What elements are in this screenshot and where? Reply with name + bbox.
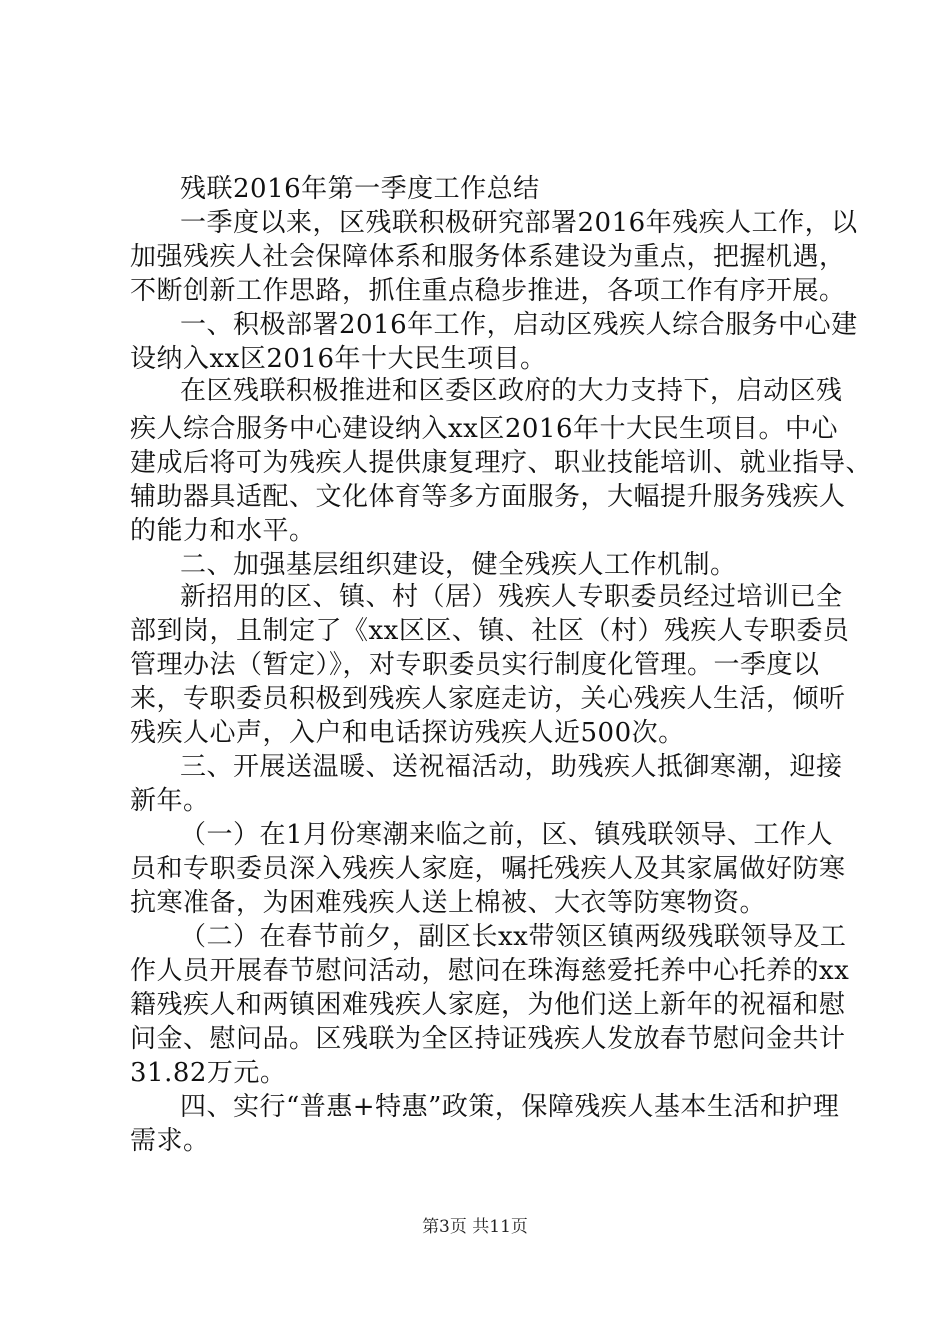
section-heading: 四、实行“普惠+特惠”政策，保障残疾人基本生活和护理 (180, 1092, 840, 1122)
body-line: 问金、慰问品。区残联为全区持证残疾人发放春节慰问金共计 (130, 1024, 846, 1054)
body-line: 作人员开展春节慰问活动，慰问在珠海慈爱托养中心托养的xx (130, 956, 850, 986)
body-line: 一季度以来，区残联积极研究部署2016年残疾人工作，以 (180, 208, 858, 238)
document-title: 残联2016年第一季度工作总结 (180, 174, 540, 204)
body-line: 新招用的区、镇、村（居）残疾人专职委员经过培训已全 (180, 582, 843, 612)
section-heading: 设纳入xx区2016年十大民生项目。 (130, 344, 547, 374)
body-line: 在区残联积极推进和区委区政府的大力支持下，启动区残 (180, 376, 843, 406)
body-line: 部到岗，且制定了《xx区区、镇、社区（村）残疾人专职委员 (130, 616, 850, 646)
body-line: 建成后将可为残疾人提供康复理疗、职业技能培训、就业指导、 (130, 448, 873, 478)
section-heading: 新年。 (130, 786, 210, 816)
body-line: （二）在春节前夕，副区长xx带领区镇两级残联领导及工 (180, 922, 847, 952)
body-line: 员和专职委员深入残疾人家庭，嘱托残疾人及其家属做好防寒 (130, 854, 846, 884)
section-heading: 一、积极部署2016年工作，启动区残疾人综合服务中心建 (180, 310, 858, 340)
body-line: 籍残疾人和两镇困难残疾人家庭，为他们送上新年的祝福和慰 (130, 990, 846, 1020)
body-line: 管理办法（暂定）》，对专职委员实行制度化管理。一季度以 (130, 650, 820, 680)
section-heading: 二、加强基层组织建设，健全残疾人工作机制。 (180, 550, 737, 580)
body-line: 抗寒准备，为困难残疾人送上棉被、大衣等防寒物资。 (130, 888, 767, 918)
body-line: 不断创新工作思路，抓住重点稳步推进，各项工作有序开展。 (130, 276, 846, 306)
body-line: 的能力和水平。 (130, 516, 316, 546)
body-line: 加强残疾人社会保障体系和服务体系建设为重点，把握机遇， (130, 242, 846, 272)
body-line: 疾人综合服务中心建设纳入xx区2016年十大民生项目。中心 (130, 414, 838, 444)
section-heading: 需求。 (130, 1126, 210, 1156)
section-heading: 三、开展送温暖、送祝福活动，助残疾人抵御寒潮，迎接 (180, 752, 843, 782)
page-number: 第3页 共11页 (422, 1217, 528, 1237)
body-line: 辅助器具适配、文化体育等多方面服务，大幅提升服务残疾人 (130, 482, 846, 512)
body-line: （一）在1月份寒潮来临之前，区、镇残联领导、工作人 (180, 820, 834, 850)
body-line: 31.82万元。 (130, 1058, 287, 1088)
body-line: 来，专职委员积极到残疾人家庭走访，关心残疾人生活，倾听 (130, 684, 846, 714)
body-line: 残疾人心声，入户和电话探访残疾人近500次。 (130, 718, 685, 748)
